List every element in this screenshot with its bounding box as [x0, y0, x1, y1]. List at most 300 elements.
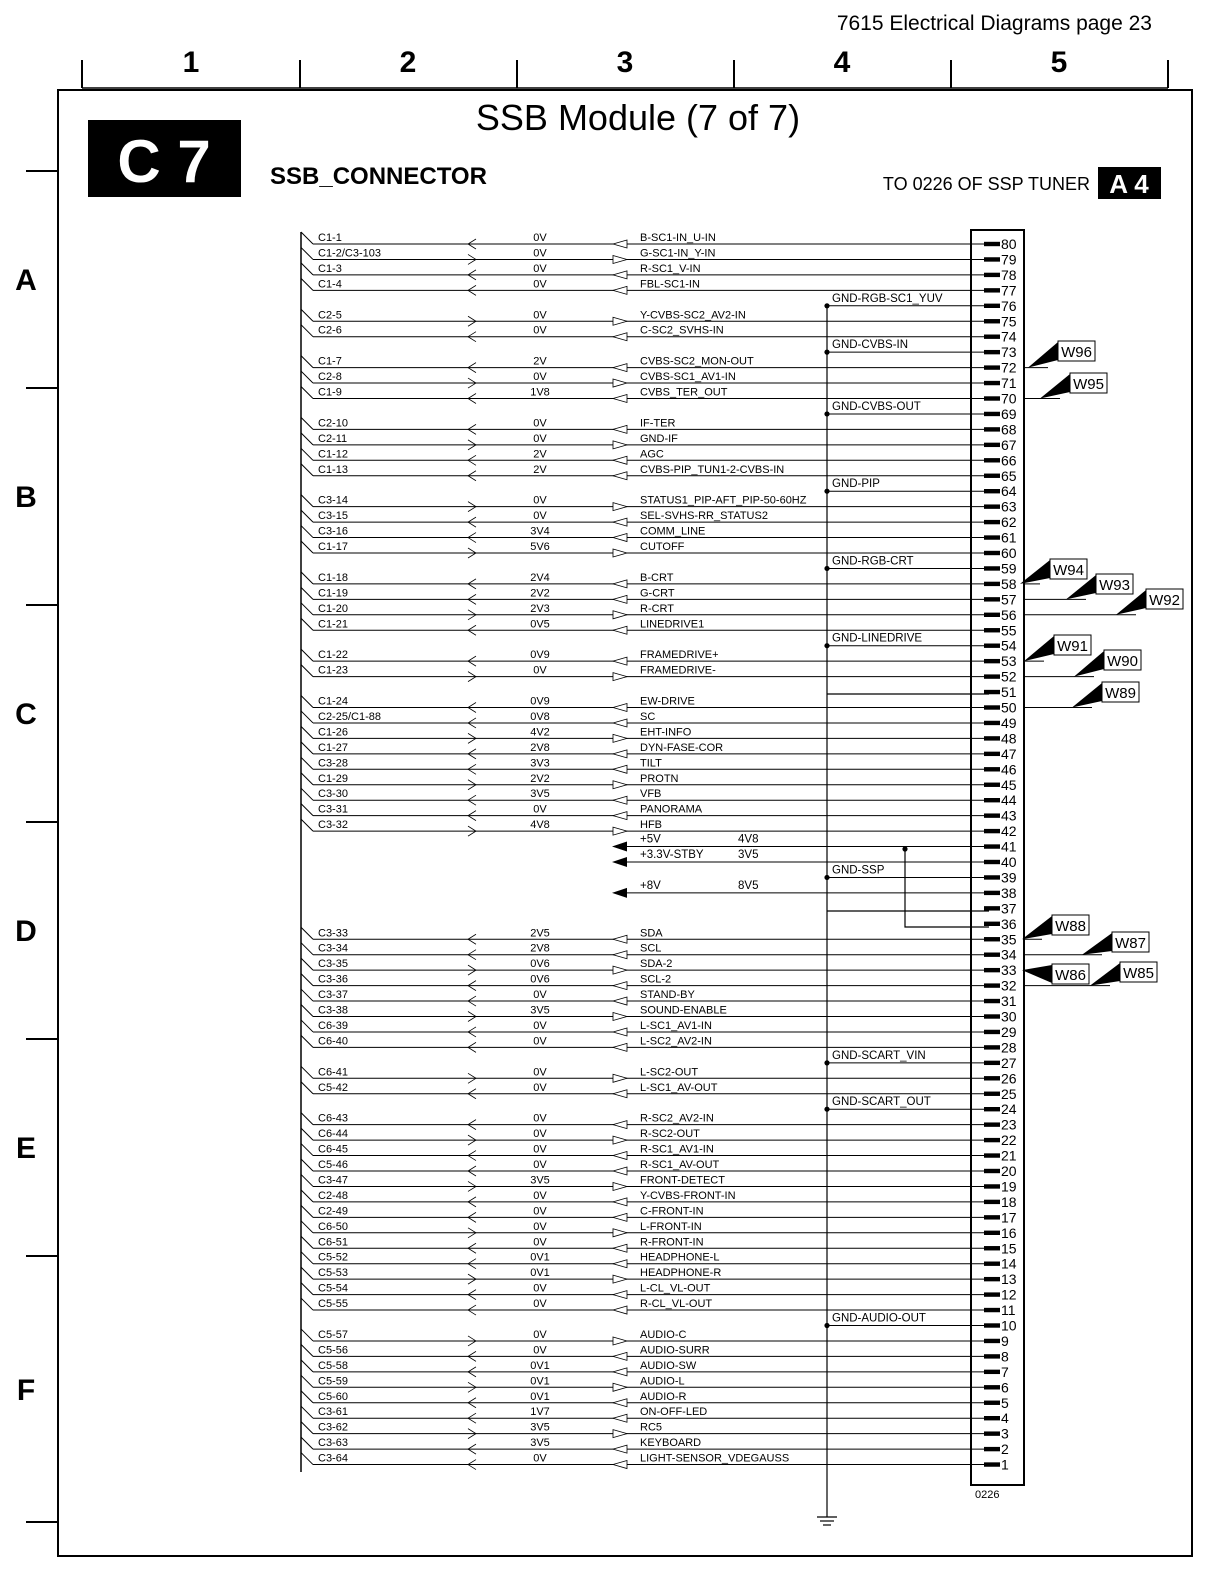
svg-text:73: 73 [1001, 344, 1017, 361]
svg-text:3V5: 3V5 [738, 849, 759, 861]
direction-arrow-icon [613, 1306, 627, 1314]
row-label-e: E [15, 1132, 37, 1165]
signal-voltage: 0V [533, 324, 547, 337]
signal-name: SOUND-ENABLE [640, 1004, 727, 1017]
direction-arrow-icon [613, 1198, 627, 1206]
svg-text:68: 68 [1001, 421, 1017, 438]
signal-ref: C2-48 [318, 1189, 348, 1202]
signal-name: AUDIO-C [640, 1328, 687, 1341]
signal-ref: C1-17 [318, 541, 348, 553]
signal-name: VFB [640, 788, 662, 801]
svg-text:3: 3 [1001, 1425, 1009, 1442]
svg-text:21: 21 [1001, 1147, 1017, 1164]
signal-line-c3-16 [301, 526, 989, 543]
a4-badge: A 4 [1109, 169, 1149, 199]
svg-text:40: 40 [1001, 854, 1017, 870]
signal-voltage: 0V5 [530, 618, 550, 631]
signal-voltage: 0V [533, 417, 547, 430]
direction-arrow-icon [613, 1182, 627, 1190]
signal-ref: C1-27 [318, 741, 348, 754]
signal-ref: C3-63 [318, 1437, 348, 1450]
signal-voltage: 0V9 [530, 695, 550, 708]
direction-arrow-icon [613, 1121, 627, 1129]
svg-text:15: 15 [1001, 1240, 1017, 1257]
svg-text:52: 52 [1001, 668, 1017, 685]
signal-ref: C1-12 [318, 448, 348, 461]
signal-line-c5-46 [301, 1159, 989, 1176]
column-label-4: 4 [833, 46, 851, 79]
signal-name: PANORAMA [640, 803, 703, 816]
direction-arrow-icon [613, 1213, 627, 1221]
svg-text:65: 65 [1001, 467, 1017, 484]
signal-line-c1-22 [301, 649, 989, 666]
svg-text:69: 69 [1001, 405, 1017, 422]
signal-name: CVBS-SC2_MON-OUT [640, 355, 754, 368]
signal-voltage: 0V6 [530, 973, 550, 986]
signal-name: R-FRONT-IN [640, 1236, 704, 1249]
signal-voltage: 0V [533, 989, 547, 1002]
signal-name: PROTN [640, 772, 679, 785]
signal-ref: C3-38 [318, 1004, 348, 1017]
signal-name: B-CRT [640, 571, 674, 584]
svg-text:W87: W87 [1115, 935, 1146, 952]
signal-line-c6-51 [301, 1236, 989, 1253]
svg-text:10: 10 [1001, 1317, 1017, 1334]
svg-text:13: 13 [1001, 1271, 1017, 1288]
signal-ref: C1-4 [318, 278, 342, 291]
signal-ref: C3-16 [318, 525, 348, 538]
signal-ref: C5-59 [318, 1375, 348, 1388]
column-labels [183, 46, 1068, 79]
signal-ref: C2-49 [318, 1205, 348, 1218]
signal-line-c1-24 [301, 696, 989, 713]
svg-text:18: 18 [1001, 1193, 1017, 1210]
svg-text:51: 51 [1001, 684, 1017, 701]
signal-voltage: 3V5 [530, 1004, 550, 1017]
signal-ref: C5-55 [318, 1298, 348, 1311]
direction-arrow-icon [613, 333, 627, 341]
row-label-a: A [15, 264, 37, 297]
signal-name: SEL-SVHS-RR_STATUS2 [640, 510, 768, 523]
svg-text:56: 56 [1001, 606, 1017, 623]
direction-arrow-icon [613, 1028, 627, 1036]
test-point-w94 [1020, 559, 1087, 584]
signal-voltage: 0V [533, 1220, 547, 1233]
svg-text:48: 48 [1001, 730, 1017, 747]
test-point-w88 [1022, 915, 1089, 939]
svg-text:39: 39 [1001, 869, 1017, 886]
signal-voltage: 0V [533, 494, 547, 507]
power-line--8v [612, 880, 989, 898]
signal-voltage: 2V5 [530, 927, 550, 940]
svg-text:12: 12 [1001, 1286, 1017, 1303]
svg-text:GND-CVBS-OUT: GND-CVBS-OUT [832, 400, 921, 413]
signal-ref: C3-32 [318, 819, 348, 832]
direction-arrow-icon [613, 827, 627, 835]
signal-ref: C3-31 [318, 803, 348, 816]
svg-text:GND-SCART_VIN: GND-SCART_VIN [832, 1049, 926, 1062]
signal-ref: C1-29 [318, 772, 348, 785]
direction-arrow-icon [613, 549, 627, 557]
signal-voltage: 0V9 [530, 649, 550, 662]
signal-ref: C5-57 [318, 1328, 348, 1341]
signal-voltage: 2V2 [530, 772, 550, 785]
svg-text:46: 46 [1001, 761, 1017, 778]
signal-line-c2-48 [301, 1190, 989, 1207]
svg-text:7: 7 [1001, 1363, 1009, 1380]
direction-arrow-icon [613, 1352, 627, 1360]
ground-lines [824, 293, 989, 1328]
direction-arrow-icon [613, 719, 627, 727]
test-point-w86 [1022, 964, 1089, 984]
svg-text:8V5: 8V5 [738, 879, 759, 892]
standby-junction [902, 846, 907, 851]
signal-ref: C2-8 [318, 371, 342, 384]
signal-ref: C3-64 [318, 1452, 348, 1465]
direction-arrow-icon [613, 1275, 627, 1283]
signal-ref: C5-46 [318, 1159, 348, 1171]
signal-line-c1-12 [301, 448, 989, 465]
svg-text:1: 1 [1001, 1456, 1009, 1473]
svg-text:38: 38 [1001, 884, 1017, 901]
signal-name: R-CRT [640, 602, 675, 615]
signal-line-c3-14 [301, 495, 989, 512]
svg-text:33: 33 [1001, 962, 1017, 979]
signal-name: ON-OFF-LED [640, 1406, 708, 1419]
svg-text:67: 67 [1001, 436, 1017, 453]
svg-text:20: 20 [1001, 1163, 1017, 1179]
signal-ref: C5-54 [318, 1282, 348, 1295]
signal-voltage: 0V [533, 664, 547, 677]
direction-arrow-icon [613, 240, 627, 248]
signal-line-c3-30 [301, 788, 989, 805]
signal-ref: C3-35 [318, 958, 348, 971]
signal-voltage: 0V [533, 510, 547, 523]
signal-ref: C6-45 [318, 1143, 348, 1156]
signal-name: AUDIO-L [640, 1375, 685, 1388]
signal-voltage: 4V2 [530, 726, 550, 739]
svg-text:61: 61 [1001, 529, 1017, 546]
signal-ref: C1-2/C3-103 [318, 247, 381, 260]
direction-arrow-icon [613, 472, 627, 480]
direction-arrow-icon [613, 1383, 627, 1391]
signal-ref: C2-6 [318, 324, 342, 337]
signal-name: R-SC1_AV-OUT [640, 1159, 720, 1171]
direction-arrow-icon [613, 271, 627, 279]
signal-voltage: 3V4 [530, 525, 550, 538]
direction-arrow-icon [613, 534, 627, 542]
svg-text:42: 42 [1001, 823, 1017, 840]
signal-ref: C3-33 [318, 927, 348, 940]
direction-arrow-icon [613, 395, 627, 403]
svg-text:53: 53 [1001, 653, 1017, 670]
direction-arrow-icon [613, 611, 627, 619]
signal-name: KEYBOARD [640, 1437, 702, 1450]
signal-voltage: 1V8 [530, 386, 550, 399]
svg-text:26: 26 [1001, 1070, 1017, 1087]
direction-arrow-icon [613, 796, 627, 804]
signal-ref: C1-9 [318, 386, 342, 399]
svg-text:+5V: +5V [640, 833, 661, 846]
svg-text:W96: W96 [1061, 344, 1092, 361]
svg-text:58: 58 [1001, 575, 1017, 592]
signal-voltage: 0V [533, 262, 547, 275]
power-line--3-3v-stby [612, 849, 989, 867]
signal-name: R-SC2_AV2-IN [640, 1112, 714, 1125]
schematic-subtitle: SSB_CONNECTOR [270, 163, 487, 190]
page-caption: 7615 Electrical Diagrams page 23 [836, 12, 1152, 35]
direction-arrow-icon [613, 503, 627, 511]
test-point-w91 [1024, 635, 1091, 661]
signal-line-c3-28 [301, 757, 989, 774]
svg-text:37: 37 [1001, 900, 1017, 917]
direction-arrow-icon [613, 951, 627, 959]
signal-line-c3-38 [301, 1005, 989, 1022]
signal-line-c1-20 [301, 603, 989, 620]
signal-name: R-SC1_V-IN [640, 262, 701, 275]
signal-line-c3-64 [301, 1453, 989, 1470]
signal-line-c1-29 [301, 773, 989, 790]
signal-voltage: 0V [533, 309, 547, 322]
signal-ref: C3-36 [318, 973, 348, 986]
signal-name: FRAMEDRIVE- [640, 664, 716, 677]
direction-arrow-icon [613, 750, 627, 758]
svg-text:+3.3V-STBY: +3.3V-STBY [640, 849, 704, 861]
signal-line-c1-1 [301, 232, 989, 249]
svg-text:44: 44 [1001, 792, 1017, 809]
power-arrow-icon [612, 888, 627, 898]
signal-voltage: 0V [533, 1035, 547, 1048]
direction-arrow-icon [613, 765, 627, 773]
svg-text:GND-RGB-CRT: GND-RGB-CRT [832, 555, 914, 568]
svg-text:W90: W90 [1107, 653, 1138, 670]
signal-voltage: 0V8 [530, 710, 550, 723]
svg-text:62: 62 [1001, 514, 1017, 531]
direction-arrow-icon [613, 935, 627, 943]
signal-voltage: 0V [533, 232, 547, 244]
signal-ref: C6-39 [318, 1019, 348, 1032]
signal-line-c5-60 [301, 1391, 989, 1408]
column-label-3: 3 [616, 46, 634, 79]
svg-text:79: 79 [1001, 251, 1017, 268]
direction-arrow-icon [613, 1229, 627, 1237]
svg-text:71: 71 [1001, 375, 1017, 392]
signal-name: G-SC1-IN_Y-IN [640, 247, 716, 260]
signal-line-c5-52 [301, 1252, 989, 1269]
signal-voltage: 0V [533, 1081, 547, 1094]
row-label-d: D [15, 915, 37, 948]
signal-voltage: 0V [533, 1128, 547, 1141]
signal-voltage: 0V [533, 1282, 547, 1295]
signal-line-c2-25-c1-88 [301, 711, 989, 728]
svg-text:76: 76 [1001, 297, 1017, 314]
signal-line-c3-62 [301, 1422, 989, 1439]
ground-line-gnd-cvbs-in [824, 339, 989, 355]
signal-name: L-SC2-OUT [640, 1066, 699, 1079]
svg-text:43: 43 [1001, 807, 1017, 824]
signal-voltage: 0V [533, 1189, 547, 1202]
row-label-f: F [16, 1374, 36, 1407]
svg-text:W89: W89 [1105, 685, 1136, 702]
signal-ref: C5-52 [318, 1251, 348, 1264]
svg-text:4: 4 [1001, 1410, 1009, 1427]
signal-voltage: 3V5 [530, 1174, 550, 1187]
direction-arrow-icon [613, 812, 627, 820]
signal-ref: C2-10 [318, 417, 348, 430]
signal-ref: C1-13 [318, 463, 348, 476]
svg-text:50: 50 [1001, 699, 1017, 716]
svg-text:72: 72 [1001, 359, 1017, 376]
signal-line-c1-19 [301, 587, 989, 604]
signal-line-c3-35 [301, 958, 989, 975]
direction-arrow-icon [613, 1260, 627, 1268]
signal-voltage: 2V4 [530, 571, 550, 584]
direction-arrow-icon [613, 966, 627, 974]
signal-voltage: 0V [533, 803, 547, 816]
signal-name: EHT-INFO [640, 726, 692, 739]
svg-text:W94: W94 [1053, 562, 1084, 579]
svg-text:54: 54 [1001, 637, 1017, 654]
direction-arrow-icon [613, 657, 627, 665]
signal-line-c1-27 [301, 742, 989, 759]
signal-line-c1-23 [301, 665, 989, 682]
signal-voltage: 2V8 [530, 942, 550, 955]
signal-name: SCL-2 [640, 973, 672, 986]
ground-line-gnd-rgb-sc1-yuv [824, 293, 989, 309]
signal-ref: C5-42 [318, 1081, 348, 1094]
svg-text:47: 47 [1001, 745, 1017, 762]
signal-voltage: 2V [533, 463, 547, 476]
svg-text:GND-CVBS-IN: GND-CVBS-IN [832, 339, 909, 352]
signal-line-c5-59 [301, 1375, 989, 1392]
signal-ref: C2-5 [318, 309, 342, 322]
signal-line-c1-26 [301, 726, 989, 743]
signal-line-c6-50 [301, 1221, 989, 1238]
signal-line-c2-49 [301, 1205, 989, 1222]
signal-voltage: 2V8 [530, 741, 550, 754]
signal-ref: C1-18 [318, 571, 348, 584]
signal-name: R-SC1_AV1-IN [640, 1143, 714, 1156]
direction-arrow-icon [613, 1090, 627, 1098]
svg-text:9: 9 [1001, 1332, 1009, 1349]
direction-arrow-icon [613, 364, 627, 372]
power-lines [612, 834, 989, 898]
direction-arrow-icon [613, 441, 627, 449]
signal-line-c3-34 [301, 943, 989, 960]
signal-line-c1-13 [301, 464, 989, 481]
svg-text:W88: W88 [1055, 918, 1086, 935]
signal-name: AUDIO-SURR [640, 1344, 710, 1357]
column-label-2: 2 [399, 46, 417, 79]
signal-voltage: 3V5 [530, 1437, 550, 1450]
signal-line-c6-41 [301, 1066, 989, 1083]
row-label-c: C [15, 698, 37, 731]
direction-arrow-icon [613, 1167, 627, 1175]
signal-name: LINEDRIVE1 [640, 618, 705, 631]
svg-text:30: 30 [1001, 1008, 1017, 1025]
svg-text:5: 5 [1001, 1394, 1009, 1411]
svg-text:GND-LINEDRIVE: GND-LINEDRIVE [832, 632, 923, 645]
signal-voltage: 0V [533, 1298, 547, 1311]
signal-line-c2-8 [301, 371, 989, 388]
direction-arrow-icon [613, 1291, 627, 1299]
test-point-w95 [1024, 373, 1107, 399]
signal-ref: C6-40 [318, 1035, 348, 1048]
signal-voltage: 0V [533, 1236, 547, 1249]
signal-line-c6-39 [301, 1020, 989, 1037]
svg-text:W93: W93 [1099, 577, 1130, 594]
signal-name: FBL-SC1-IN [640, 278, 700, 291]
signal-ref: C3-62 [318, 1421, 348, 1434]
svg-text:27: 27 [1001, 1054, 1017, 1071]
signal-name: HFB [640, 819, 662, 832]
signal-name: C-SC2_SVHS-IN [640, 324, 724, 337]
signal-voltage: 5V6 [530, 541, 550, 553]
direction-arrow-icon [613, 982, 627, 990]
ground-line-gnd-scart-out [824, 1096, 989, 1112]
ground-line-gnd-rgb-crt [824, 555, 989, 571]
signal-ref: C1-3 [318, 262, 342, 275]
signal-name: COMM_LINE [640, 525, 706, 538]
svg-text:32: 32 [1001, 977, 1017, 994]
signal-line-c3-61 [301, 1406, 989, 1423]
signal-name: CVBS-SC1_AV1-IN [640, 371, 736, 384]
signal-name: L-FRONT-IN [640, 1220, 702, 1233]
signal-name: GND-IF [640, 432, 678, 445]
signal-ref: C3-28 [318, 757, 348, 770]
signal-voltage: 3V5 [530, 788, 550, 801]
direction-arrow-icon [613, 425, 627, 433]
signal-voltage: 3V3 [530, 757, 550, 770]
direction-arrow-icon [613, 1368, 627, 1376]
signal-voltage: 0V [533, 278, 547, 291]
signal-ref: C3-47 [318, 1174, 348, 1187]
signal-name: STATUS1_PIP-AFT_PIP-50-60HZ [640, 494, 807, 507]
signal-line-c3-47 [301, 1174, 989, 1191]
svg-text:GND-SCART_OUT: GND-SCART_OUT [832, 1096, 931, 1109]
direction-arrow-icon [613, 626, 627, 634]
signal-voltage: 0V [533, 432, 547, 445]
svg-text:25: 25 [1001, 1085, 1017, 1102]
svg-text:36: 36 [1001, 915, 1017, 932]
signal-name: C-FRONT-IN [640, 1205, 704, 1218]
signal-voltage: 0V1 [530, 1267, 550, 1280]
direction-arrow-icon [613, 1337, 627, 1345]
svg-text:70: 70 [1001, 390, 1017, 407]
svg-text:64: 64 [1001, 483, 1017, 500]
signal-voltage: 0V [533, 1066, 547, 1079]
signal-ref: C1-22 [318, 649, 348, 662]
column-label-1: 1 [182, 46, 200, 79]
signal-ref: C3-14 [318, 494, 348, 507]
svg-text:22: 22 [1001, 1132, 1017, 1149]
signal-line-c6-43 [301, 1113, 989, 1130]
svg-text:31: 31 [1001, 993, 1017, 1010]
svg-text:W95: W95 [1073, 376, 1104, 393]
direction-arrow-icon [613, 734, 627, 742]
signal-line-c3-63 [301, 1437, 989, 1454]
signal-line-c1-18 [301, 572, 989, 589]
signal-voltage: 0V [533, 1143, 547, 1156]
signal-line-c2-11 [301, 433, 989, 450]
svg-text:19: 19 [1001, 1178, 1017, 1195]
svg-text:57: 57 [1001, 591, 1017, 608]
svg-text:11: 11 [1001, 1302, 1016, 1319]
signal-name: Y-CVBS-SC2_AV2-IN [640, 309, 746, 322]
ground-line-gnd-ssp [824, 864, 989, 880]
signal-voltage: 0V1 [530, 1375, 550, 1388]
test-point-w96 [1024, 341, 1095, 368]
